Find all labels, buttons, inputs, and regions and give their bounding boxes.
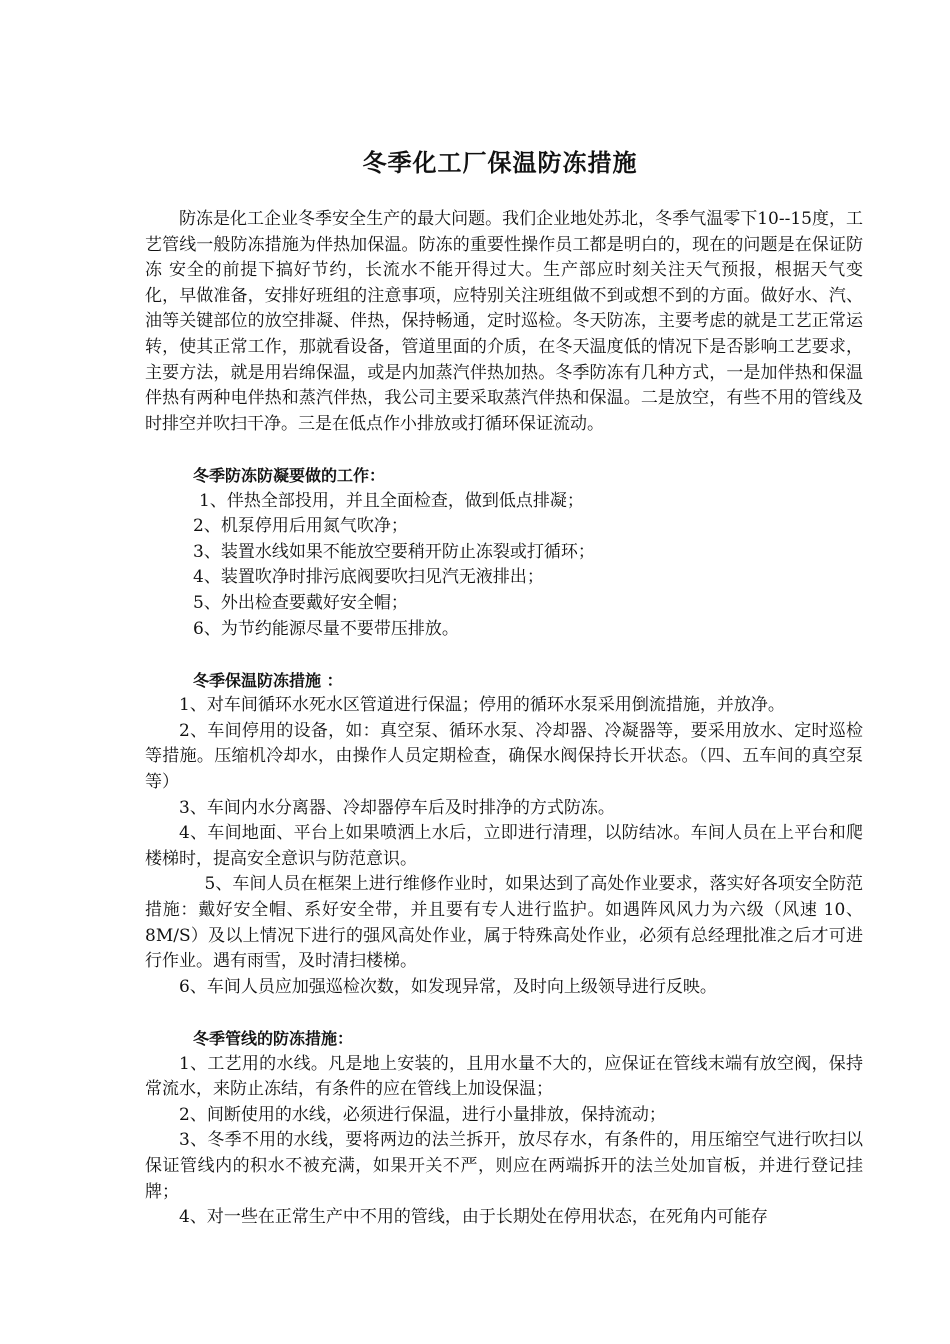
- paragraph-spacer: [145, 642, 863, 668]
- paragraph-spacer: [145, 1000, 863, 1026]
- list-item: 2、车间停用的设备，如：真空泵、循环水泵、冷却器、冷凝器等，要采用放水、定时巡检等措施。压缩机冷却水，由操作人员定期检查，确保水阀保持长开状态。（四、五车间的真空泵等）: [145, 720, 863, 793]
- list-item: 4、车间地面、平台上如果喷洒上水后，立即进行清理，以防结冰。车间人员在上平台和爬楼梯时，提高安全意识与防范意识。: [145, 823, 863, 869]
- list-item: 6、为节约能源尽量不要带压排放。: [193, 618, 459, 639]
- section-heading-pipeline-measures: 冬季管线的防冻措施：: [193, 1029, 354, 1048]
- list-item: 2、机泵停用后用氮气吹净；: [193, 516, 408, 537]
- list-item: 1、伴热全部投用，并且全面检查，做到低点排凝；: [199, 490, 584, 511]
- section-heading-antifreeze-work: 冬季防冻防凝要做的工作：: [193, 465, 386, 485]
- list-item: 4、装置吹净时排污底阀要吹扫见汽无液排出；: [193, 567, 544, 588]
- list-item: 5、车间人员在框架上进行维修作业时，如果达到了高处作业要求，落实好各项安全防范措施：戴好安全帽、系好安全带，并且要有专人进行监护。如遇阵风风力为六级（风速 10、8M/S）及以上情况下进行的强风高处作业，属于特殊高处作业，必须有总经理批准之后才可进行作业。遇有雨雪，及时清扫楼梯。: [145, 874, 863, 972]
- section-heading-insulation-measures: 冬季保温防冻措施 ：: [193, 670, 343, 690]
- list-item: 1、对车间循环水死水区管道进行保温；停用的循环水泵采用倒流措施，并放净。: [179, 695, 785, 716]
- list-item: 1、工艺用的水线。凡是地上安装的，且用水量不大的，应保证在管线末端有放空阀，保持常流水，来防止冻结，有条件的应在管线上加设保温；: [145, 1053, 863, 1100]
- paragraph-spacer: [145, 437, 863, 463]
- list-item: 3、冬季不用的水线，要将两边的法兰拆开，放尽存水，有条件的，用压缩空气进行吹扫以保证管线内的积水不被充满，如果开关不严，则应在两端拆开的法兰处加盲板，并进行登记挂牌；: [145, 1130, 863, 1202]
- document-body: [145, 207, 863, 1231]
- list-item: 3、装置水线如果不能放空要稍开防止冻裂或打循环；: [193, 541, 595, 562]
- list-item: 3、车间内水分离器、冷却器停车后及时排净的方式防冻。: [179, 797, 615, 818]
- intro-paragraph: 防冻是化工企业冬季安全生产的最大问题。我们企业地处苏北，冬季气温零下10--15度，工艺管线一般防冻措施为伴热加保温。防冻的重要性操作员工都是明白的，现在的问题是在保证防冻 安全的前提下搞好节约，长流水不能开得过大。生产部应时刻关注天气预报，根据天气变化，早做准备，安排好班组的注意事项，应特别关注班组做不到或想不到的方面。做好水、汽、油等关键部位的放空排凝、伴热，保持畅通，定时巡检。冬天防冻，主要考虑的就是工艺正常运转，使其正常工作，那就看设备，管道里面的介质，在冬天温度低的情况下是否影响工艺要求，主要方法，就是用岩绵保温，或是内加蒸汽伴热加热。冬季防冻有几种方式，一是加伴热和保温伴热有两种电伴热和蒸汽伴热，我公司主要采取蒸汽伴热和保温。二是放空，有些不用的管线及时排空并吹扫干净。三是在低点作小排放或打循环保证流动。: [145, 209, 863, 434]
- list-item: 5、外出检查要戴好安全帽；: [193, 592, 408, 613]
- list-item: 6、车间人员应加强巡检次数，如发现异常，及时向上级领导进行反映。: [179, 976, 717, 997]
- list-item: 4、对一些在正常生产中不用的管线，由于长期处在停用状态，在死角内可能存: [179, 1207, 768, 1228]
- list-item: 2、间断使用的水线，必须进行保温，进行小量排放，保持流动；: [179, 1104, 666, 1125]
- document-title: 冬季化工厂保温防冻措施: [362, 149, 638, 177]
